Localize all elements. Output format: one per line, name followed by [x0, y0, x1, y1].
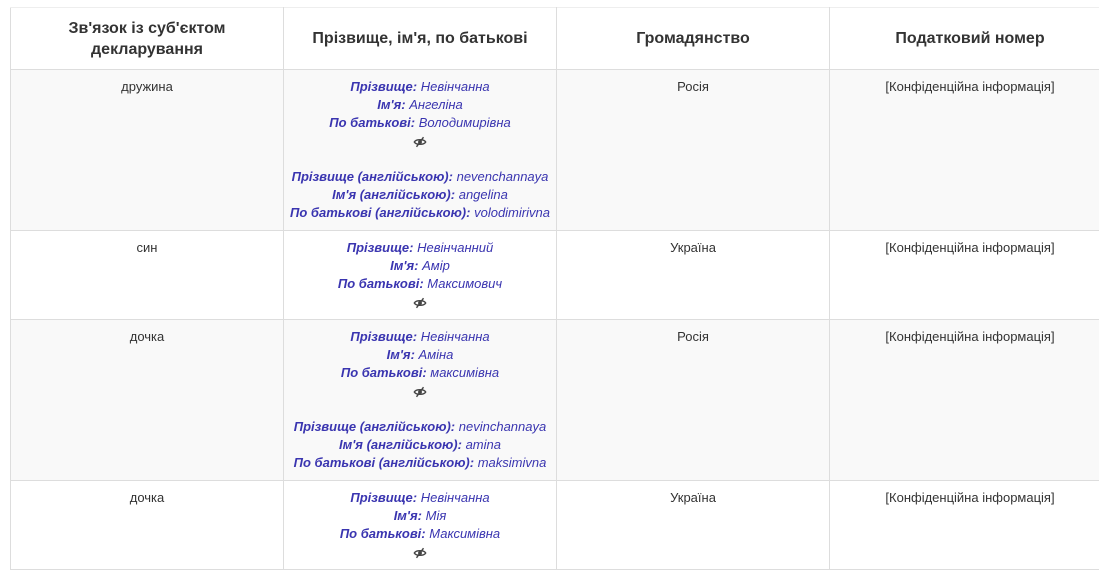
surname-label: Прізвище: [346, 240, 414, 255]
surname-value: Невінчанна [420, 329, 490, 344]
patronymic-line [290, 114, 550, 132]
name-block [290, 489, 550, 561]
surname-value: Невінчанна [420, 490, 490, 505]
eye-hidden-icon[interactable] [413, 296, 427, 310]
patronymic-value: Максимович [427, 276, 503, 291]
citizenship-cell: Росія [557, 70, 830, 231]
citizenship-cell: Україна [557, 481, 830, 570]
patronymic-en-label: По батькові (англійською): [290, 205, 471, 220]
spacer [290, 150, 550, 168]
name-en-label: Ім'я (англійською): [332, 187, 456, 202]
surname-line [290, 328, 550, 346]
patronymic-value: Максимівна [429, 526, 501, 541]
name-label: Ім'я: [390, 258, 419, 273]
patronymic-label: По батькові: [340, 365, 427, 380]
patronymic-en-value: volodimirivna [474, 205, 550, 220]
name-en-value: angelina [458, 187, 508, 202]
tax-number-cell: [Конфіденційна інформація] [830, 481, 1099, 570]
tax-number-cell: [Конфіденційна інформація] [830, 231, 1099, 320]
header-full-name: Прізвище, ім'я, по батькові [284, 8, 557, 70]
patronymic-label: По батькові: [339, 526, 426, 541]
name-en-label: Ім'я (англійською): [338, 437, 462, 452]
surname-en-line [290, 168, 550, 186]
surname-label: Прізвище: [350, 79, 418, 94]
name-value: Мія [425, 508, 447, 523]
header-citizenship: Громадянство [557, 8, 830, 70]
full-name-cell [284, 320, 557, 481]
surname-en-line [290, 418, 550, 436]
surname-line [290, 239, 550, 257]
name-label: Ім'я: [386, 347, 415, 362]
surname-value: Невінчанна [420, 79, 490, 94]
relation-cell: дочка [11, 320, 284, 481]
patronymic-line [290, 275, 550, 293]
name-block [290, 328, 550, 472]
name-block [290, 239, 550, 311]
eye-icon-line [290, 132, 550, 150]
citizenship-cell: Україна [557, 231, 830, 320]
eye-icon-line [290, 543, 550, 561]
patronymic-en-label: По батькові (англійською): [293, 455, 475, 470]
name-line [290, 507, 550, 525]
eye-hidden-icon[interactable] [413, 546, 427, 560]
surname-en-label: Прізвище (англійською): [291, 169, 453, 184]
surname-en-value: nevinchannaya [458, 419, 547, 434]
eye-hidden-icon[interactable] [413, 385, 427, 399]
name-line [290, 96, 550, 114]
name-en-line [290, 186, 550, 204]
spacer [290, 400, 550, 418]
name-en-line [290, 436, 550, 454]
surname-value: Невінчанний [417, 240, 494, 255]
table-row [11, 231, 1099, 320]
family-members-table-wrapper [10, 7, 1099, 570]
table-header-row [11, 8, 1099, 70]
surname-en-value: nevenchannaya [456, 169, 549, 184]
family-members-table [10, 7, 1099, 570]
table-row [11, 320, 1099, 481]
tax-number-cell: [Конфіденційна інформація] [830, 320, 1099, 481]
surname-label: Прізвище: [350, 490, 418, 505]
eye-icon-line [290, 293, 550, 311]
eye-icon-line [290, 382, 550, 400]
full-name-cell [284, 70, 557, 231]
relation-cell: син [11, 231, 284, 320]
relation-cell: дружина [11, 70, 284, 231]
header-tax-number: Податковий номер [830, 8, 1099, 70]
name-label: Ім'я: [377, 97, 406, 112]
patronymic-label: По батькові: [337, 276, 424, 291]
name-line [290, 346, 550, 364]
full-name-cell [284, 481, 557, 570]
relation-cell: дочка [11, 481, 284, 570]
name-label: Ім'я: [393, 508, 422, 523]
patronymic-value: Володимирівна [418, 115, 511, 130]
full-name-cell [284, 231, 557, 320]
name-value: Амір [422, 258, 450, 273]
name-block [290, 78, 550, 222]
patronymic-line [290, 525, 550, 543]
table-row [11, 70, 1099, 231]
name-en-value: amina [465, 437, 501, 452]
header-relation: Зв'язок із суб'єктом декларування [11, 8, 284, 70]
eye-hidden-icon[interactable] [413, 135, 427, 149]
name-value: Ангеліна [409, 97, 463, 112]
patronymic-en-value: maksimivna [477, 455, 547, 470]
citizenship-cell: Росія [557, 320, 830, 481]
tax-number-cell: [Конфіденційна інформація] [830, 70, 1099, 231]
patronymic-en-line [290, 204, 550, 222]
surname-line [290, 489, 550, 507]
surname-line [290, 78, 550, 96]
patronymic-value: максимівна [430, 365, 500, 380]
surname-en-label: Прізвище (англійською): [293, 419, 456, 434]
patronymic-label: По батькові: [329, 115, 416, 130]
name-line [290, 257, 550, 275]
table-row [11, 481, 1099, 570]
patronymic-en-line [290, 454, 550, 472]
name-value: Аміна [418, 347, 454, 362]
surname-label: Прізвище: [350, 329, 418, 344]
patronymic-line [290, 364, 550, 382]
